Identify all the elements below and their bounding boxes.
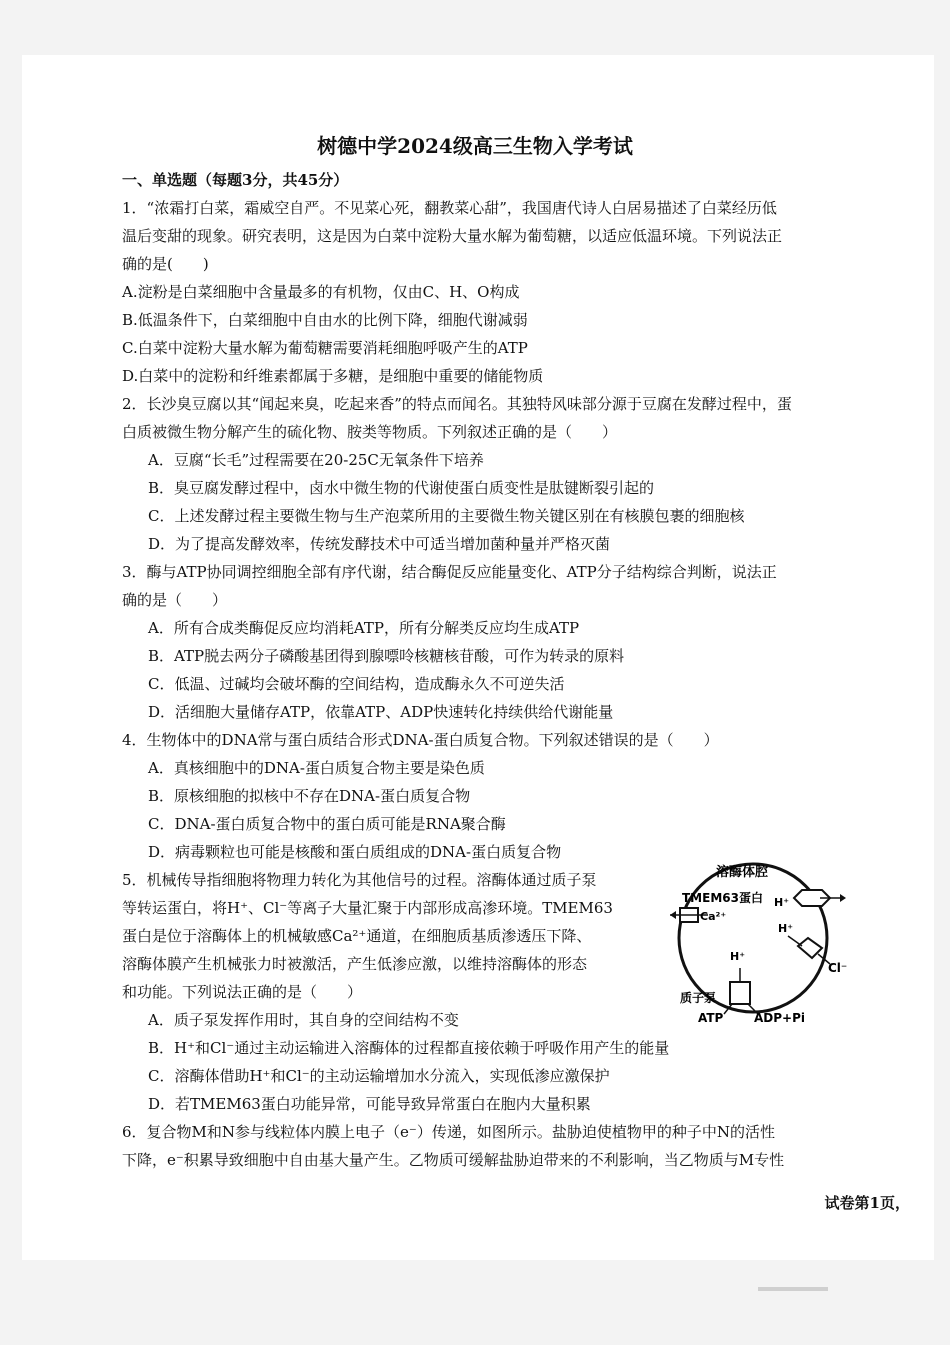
text-line: 5．机械传导指细胞将物理力转化为其他信号的过程。溶酶体通过质子泵 [122,871,597,889]
page-footer: 试卷第1页， [824,1194,910,1212]
text-line: 1．“浓霜打白菜，霜威空自严。不见菜心死，翻教菜心甜”，我国唐代诗人白居易描述了白菜经历低 [122,199,777,217]
h-ion-label-2: H⁺ [778,922,794,935]
text-line: C.白菜中淀粉大量水解为葡萄糖需要消耗细胞呼吸产生的ATP [122,339,528,357]
text-line: C．DNA-蛋白质复合物中的蛋白质可能是RNA聚合酶 [148,815,506,833]
lysosome-label: 溶酶体腔 [716,865,769,880]
adp-label: ADP+Pi [754,1011,806,1025]
text-line: C．低温、过碱均会破坏酶的空间结构，造成酶永久不可逆失活 [148,675,565,693]
h-ion-label-3: H⁺ [730,950,746,963]
text-line: A．豆腐“长毛”过程需要在20-25C无氧条件下培养 [148,451,484,469]
text-line: 3．酶与ATP协同调控细胞全部有序代谢，结合酶促反应能量变化、ATP分子结构综合判断，说法正 [122,563,777,581]
chloride-label: Cl⁻ [828,961,848,975]
text-line: C．溶酶体借助H⁺和Cl⁻的主动运输增加水分流入，实现低渗应激保护 [148,1067,610,1085]
calcium-label: Ca²⁺ [700,910,727,923]
text-line: 蛋白是位于溶酶体上的机械敏感Ca²⁺通道，在细胞质基质渗透压下降、 [122,927,592,945]
h-transporter [794,890,846,906]
text-line: D．为了提高发酵效率，传统发酵技术中可适当增加菌种量并严格灭菌 [148,535,611,553]
exam-title: 树德中学2024级高三生物入学考试 [317,134,633,158]
text-line: B．原核细胞的拟核中不存在DNA-蛋白质复合物 [148,787,471,805]
tmem63-label: TMEM63蛋白 [682,891,763,905]
text-line: 4．生物体中的DNA常与蛋白质结合形式DNA-蛋白质复合物。下列叙述错误的是（ ） [122,731,719,749]
text-line: D．病毒颗粒也可能是核酸和蛋白质组成的DNA-蛋白质复合物 [148,843,562,861]
next-page-edge [758,1287,828,1291]
text-line: 确的是( ) [122,255,209,273]
text-line: B.低温条件下，白菜细胞中自由水的比例下降，细胞代谢减弱 [122,311,528,329]
text-line: A．质子泵发挥作用时，其自身的空间结构不变 [148,1011,459,1029]
text-line: A.淀粉是白菜细胞中含量最多的有机物，仅由C、H、O构成 [122,283,520,301]
text-line: 下降，e⁻积累导致细胞中自由基大量产生。乙物质可缓解盐胁迫带来的不利影响，当乙物质与M专性 [122,1151,785,1169]
text-line: 确的是（ ） [122,591,228,609]
text-line: 和功能。下列说法正确的是（ ） [122,983,363,1001]
text-line: 2．长沙臭豆腐以其“闻起来臭，吃起来香”的特点而闻名。其独特风味部分源于豆腐在发酵过程中，蛋 [122,395,792,413]
text-line: D．活细胞大量储存ATP，依靠ATP、ADP快速转化持续供给代谢能量 [148,703,614,721]
proton-pump-label: 质子泵 [680,991,717,1005]
atp-label: ATP [698,1011,724,1025]
text-line: C．上述发酵过程主要微生物与生产泡菜所用的主要微生物关键区别在有核膜包裹的细胞核 [148,507,745,525]
section-heading: 一、单选题（每题3分，共45分） [122,171,349,189]
text-line: 等转运蛋白，将H⁺、Cl⁻等离子大量汇聚于内部形成高渗环境。TMEM63 [122,899,613,917]
lysosome-diagram [670,850,860,1030]
text-line: B．臭豆腐发酵过程中，卤水中微生物的代谢使蛋白质变性是肽键断裂引起的 [148,479,655,497]
text-line: B．H⁺和Cl⁻通过主动运输进入溶酶体的过程都直接依赖于呼吸作用产生的能量 [148,1039,670,1057]
text-line: D.白菜中的淀粉和纤维素都属于多糖，是细胞中重要的储能物质 [122,367,544,385]
text-line: B．ATP脱去两分子磷酸基团得到腺嘌呤核糖核苷酸，可作为转录的原料 [148,647,625,665]
text-line: 白质被微生物分解产生的硫化物、胺类等物质。下列叙述正确的是（ ） [122,423,618,441]
text-line: A．所有合成类酶促反应均消耗ATP，所有分解类反应均生成ATP [148,619,580,637]
lysosome-membrane [679,864,827,1012]
h-ion-label-1: H⁺ [774,896,790,909]
text-line: D．若TMEM63蛋白功能异常，可能导致异常蛋白在胞内大量积累 [148,1095,591,1113]
proton-pump [724,968,758,1014]
text-line: 6．复合物M和N参与线粒体内膜上电子（e⁻）传递，如图所示。盐胁迫使植物甲的种子中N的活性 [122,1123,775,1141]
text-line: 溶酶体膜产生机械张力时被激活，产生低渗应激，以维持溶酶体的形态 [122,955,588,973]
text-line: A．真核细胞中的DNA-蛋白质复合物主要是染色质 [148,759,485,777]
text-line: 温后变甜的现象。研究表明，这是因为白菜中淀粉大量水解为葡萄糖，以适应低温环境。下列说法正 [122,227,783,245]
